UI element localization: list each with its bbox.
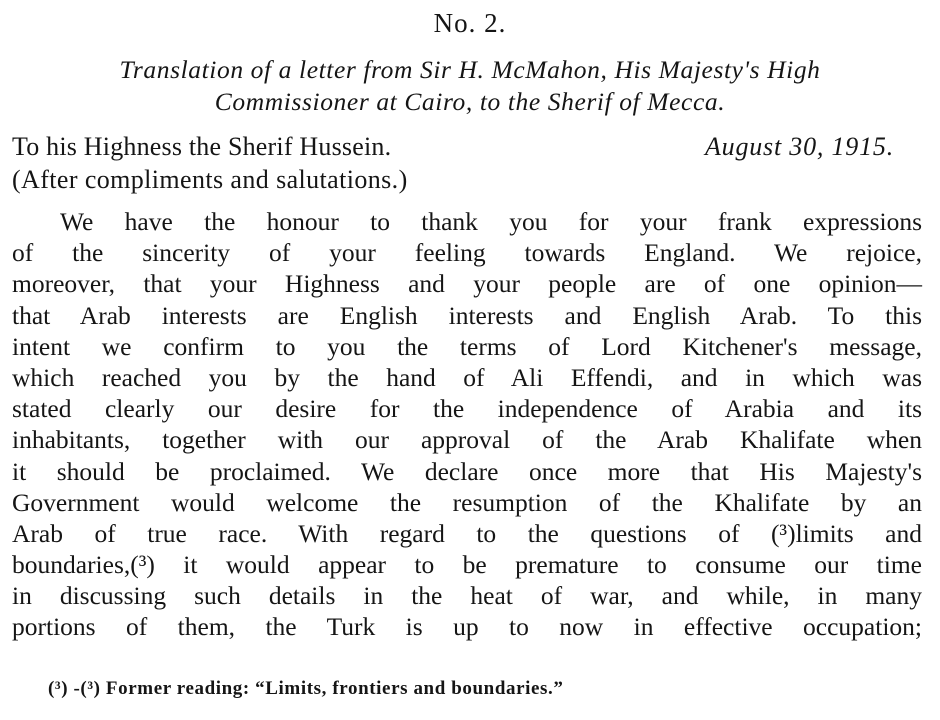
body-line: moreover, that your Highness and your people are of one opinion—	[12, 269, 922, 299]
body-line: which reached you by the hand of Ali Effendi, and in which was	[12, 362, 922, 392]
footnote: (³) -(³) Former reading: “Limits, frontiers and boundaries.”	[48, 678, 564, 699]
letter-date: August 30, 1915.	[704, 132, 894, 161]
body-line: boundaries,(³) it would appear to be premature to consume our time	[12, 550, 922, 580]
body-line: intent we confirm to you the terms of Lord Kitchener's message,	[12, 331, 922, 361]
body-line: Arab of true race. With regard to the questions of (³)limits and	[12, 518, 922, 548]
body-line: We have the honour to thank you for your frank expressions	[60, 207, 922, 236]
compliments-line: (After compliments and salutations.)	[12, 165, 408, 194]
body-line: portions of them, the Turk is up to now in effective occupation;	[12, 612, 922, 642]
body-line: it should be proclaimed. We declare once more that His Majesty's	[12, 456, 922, 486]
letter-description-line: Commissioner at Cairo, to the Sherif of Mecca.	[214, 87, 726, 116]
body-line: inhabitants, together with our approval of the Arab Khalifate when	[12, 425, 922, 455]
body-line: that Arab interests are English interests and English Arab. To this	[12, 300, 922, 330]
letter-body	[12, 206, 922, 643]
letter-description-line: Translation of a letter from Sir H. McMahon, His Majesty's High	[119, 55, 821, 84]
document-number-heading: No. 2.	[433, 8, 507, 38]
letter-description	[12, 54, 928, 118]
body-line: in discussing such details in the heat of war, and while, in many	[12, 581, 922, 611]
body-line: stated clearly our desire for the independence of Arabia and its	[12, 394, 922, 424]
body-line: of the sincerity of your feeling towards England. We rejoice,	[12, 238, 922, 268]
body-line: Government would welcome the resumption of the Khalifate by an	[12, 487, 922, 517]
addressee-line: To his Highness the Sherif Hussein.	[12, 132, 392, 161]
